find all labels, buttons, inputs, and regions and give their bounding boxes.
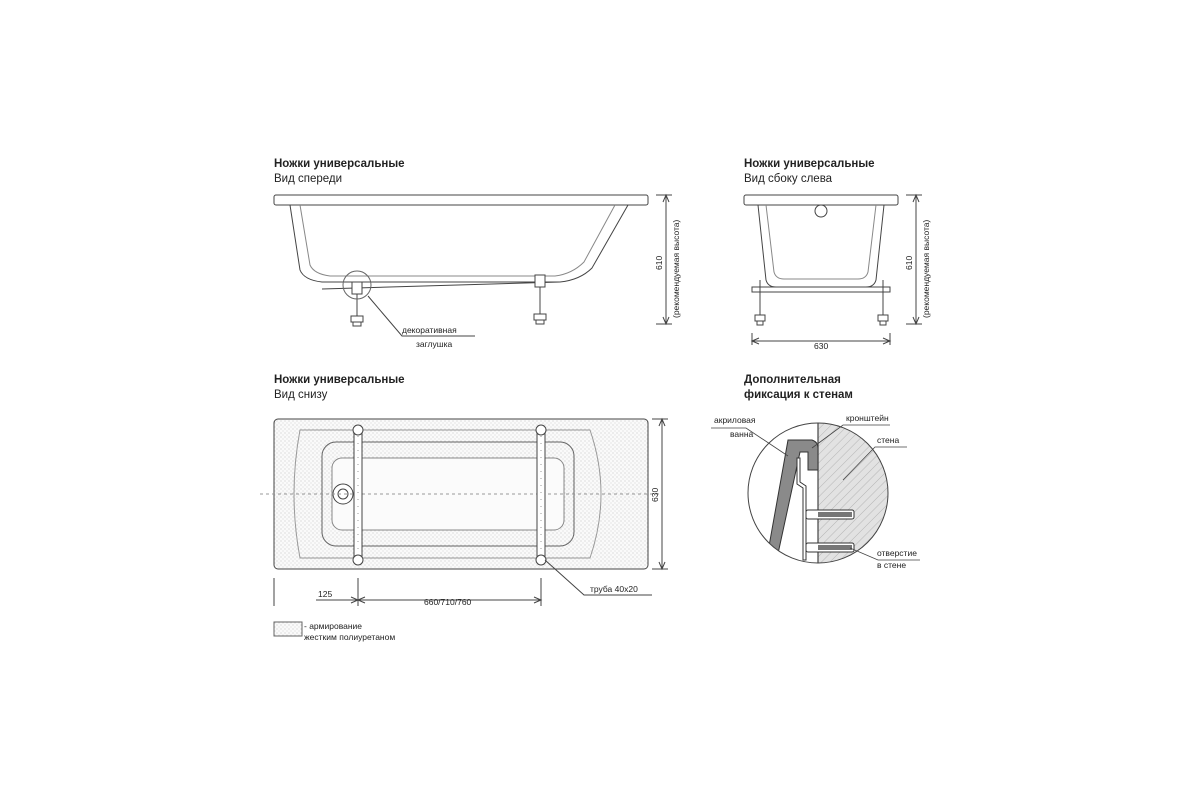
wall-fixing-heading-1: Дополнительная bbox=[744, 374, 841, 386]
bracket-label: кронштейн bbox=[846, 413, 889, 423]
bottom-height-value: 630 bbox=[650, 487, 660, 502]
front-view-subheading: Вид спереди bbox=[274, 173, 343, 185]
side-view bbox=[744, 195, 922, 345]
front-view bbox=[274, 195, 672, 336]
plug-label-1: декоративная bbox=[402, 325, 457, 335]
wall-anchor-bottom bbox=[806, 543, 854, 552]
side-rim bbox=[744, 195, 898, 205]
bottom-view-subheading: Вид снизу bbox=[274, 389, 328, 401]
acrylic-label-1: акриловая bbox=[714, 415, 756, 425]
wall-anchor-top bbox=[806, 510, 854, 519]
front-leg-right bbox=[534, 275, 546, 324]
wall-fixing-heading-2: фиксация к стенам bbox=[744, 389, 853, 401]
offset-value: 125 bbox=[318, 589, 333, 599]
legend-text-1: - армирование bbox=[304, 621, 363, 631]
legend-swatch bbox=[274, 622, 302, 636]
pipe-label: труба 40x20 bbox=[590, 584, 638, 594]
side-height-value: 610 bbox=[904, 255, 914, 270]
side-tub-inner bbox=[766, 205, 876, 279]
hole-label-2: в стене bbox=[877, 560, 907, 570]
side-frame-bar bbox=[752, 287, 890, 292]
acrylic-label-2: ванна bbox=[730, 429, 754, 439]
side-height-note: (рекомендуемая высота) bbox=[921, 219, 931, 318]
front-tub-inner bbox=[300, 205, 615, 276]
front-view-heading: Ножки универсальные bbox=[274, 158, 405, 170]
hole-label-1: отверстие bbox=[877, 548, 917, 558]
overflow-icon bbox=[815, 205, 827, 217]
side-view-subheading: Вид сбоку слева bbox=[744, 173, 833, 185]
side-width-value: 630 bbox=[814, 341, 829, 351]
pipe-left bbox=[353, 425, 363, 565]
bottom-length-dimensions bbox=[274, 578, 541, 606]
legend-text-2: жестким полиуретаном bbox=[304, 632, 396, 642]
front-height-value: 610 bbox=[654, 255, 664, 270]
pipe-right bbox=[536, 425, 546, 565]
side-view-heading: Ножки универсальные bbox=[744, 158, 875, 170]
bottom-view bbox=[260, 419, 668, 606]
front-leg-left bbox=[351, 282, 363, 326]
plug-label-2: заглушка bbox=[416, 339, 453, 349]
front-rim bbox=[274, 195, 648, 205]
bottom-view-heading: Ножки универсальные bbox=[274, 374, 405, 386]
front-tub-body bbox=[290, 205, 628, 282]
wall-label: стена bbox=[877, 435, 900, 445]
front-height-note: (рекомендуемая высота) bbox=[671, 219, 681, 318]
span-value: 660/710/760 bbox=[424, 597, 472, 607]
